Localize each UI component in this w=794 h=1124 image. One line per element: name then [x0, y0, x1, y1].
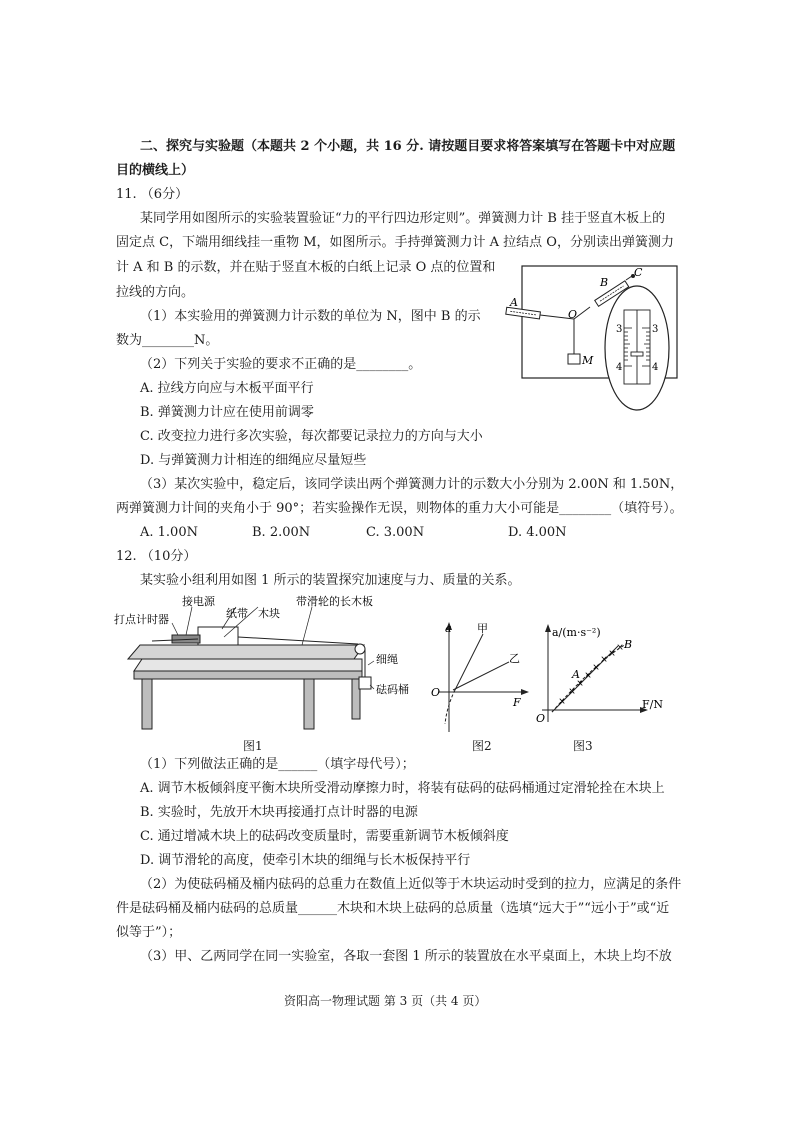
label-power: 接电源 — [182, 595, 215, 608]
q11-option-b: B. 弹簧测力计应在使用前调零 — [140, 405, 314, 420]
label-c: C — [634, 266, 643, 279]
svg-text:×: × — [568, 687, 576, 697]
label-m: M — [582, 354, 594, 367]
label-bucket: 砝码桶 — [376, 683, 409, 696]
label-timer: 打点计时器 — [114, 613, 169, 626]
pulley — [355, 644, 365, 654]
axis-label-f: F — [513, 696, 521, 709]
figure-2-graph — [425, 618, 535, 736]
label-o: O — [568, 308, 578, 321]
q12-para: 某实验小组利用如图 1 所示的装置探究加速度与力、质量的关系。 — [140, 573, 521, 588]
q11-para: 拉线的方向。 — [116, 285, 195, 300]
q11-para: 固定点 C，下端用细线挂一重物 M，如图所示。手持弹簧测力计 A 拉结点 O，分别读出弹簧测力 — [116, 235, 674, 250]
figure-1-apparatus — [112, 593, 412, 733]
weight-bucket — [359, 677, 371, 689]
page-footer: 资阳高一物理试题 第 3 页（共 4 页） — [284, 994, 487, 1008]
tick-label-3: 3 — [616, 324, 623, 335]
section-title-cont: 目的横线上） — [116, 163, 195, 178]
svg-text:×: × — [616, 643, 624, 653]
q11-para: 计 A 和 B 的示数，并在贴于竖直木板的白纸上记录 O 点的位置和 — [116, 260, 496, 275]
q12-sub1: （1）下列做法正确的是______（填字母代号）； — [140, 757, 415, 772]
label-a: A — [510, 296, 518, 309]
origin-label: O — [536, 712, 546, 725]
tick-label-4: 4 — [616, 362, 623, 373]
q11-option-a: A. 拉线方向应与木板平面平行 — [140, 381, 314, 396]
q11-choice-d: D. 4.00N — [508, 525, 567, 540]
svg-text:×: × — [608, 649, 616, 659]
q11-choice-a: A. 1.00N — [140, 525, 198, 540]
svg-text:×: × — [584, 671, 592, 681]
origin-label: O — [431, 686, 441, 699]
q12-heading: 12. （10分） — [116, 549, 197, 564]
long-board — [128, 645, 364, 659]
label-a: A — [572, 668, 580, 681]
q11-heading: 11. （6分） — [116, 187, 189, 202]
q11-sub3-cont: 两弹簧测力计间的夹角小于 90°；若实验操作无误，则物体的重力大小可能是________（填符号）。 — [116, 501, 683, 516]
line-yi — [453, 662, 509, 690]
figure-2-caption: 图2 — [472, 739, 492, 753]
q11-sub1: （1）本实验用的弹簧测力计示数的单位为 N，图中 B 的示 — [140, 309, 481, 324]
q11-figure — [502, 262, 682, 412]
q11-sub2: （2）下列关于实验的要求不正确的是________。 — [140, 357, 422, 372]
q11-sub3: （3）某次实验中，稳定后，该同学读出两个弹簧测力计的示数大小分别为 2.00N 和 1.50N， — [140, 477, 684, 492]
q12-option-a: A. 调节木板倾斜度平衡木块所受滑动摩擦力时，将装有砝码的砝码桶通过定滑轮拴在木块上 — [140, 781, 665, 796]
svg-text:×: × — [576, 679, 584, 689]
label-rope: 细绳 — [376, 653, 398, 666]
q12-option-c: C. 通过增减木块上的砝码改变质量时，需要重新调节木板倾斜度 — [140, 829, 509, 844]
q11-choice-c: C. 3.00N — [366, 525, 425, 540]
tick-label-4-right: 4 — [652, 362, 659, 373]
q11-para: 某同学用如图所示的实验装置验证“力的平行四边形定则”。弹簧测力计 B 挂于竖直木板上的 — [140, 211, 666, 226]
q11-option-c: C. 改变拉力进行多次实验，每次都要记录拉力的方向与大小 — [140, 429, 483, 444]
label-board: 带滑轮的长木板 — [296, 595, 373, 608]
scale-pointer — [631, 352, 643, 356]
table-leg — [304, 679, 314, 729]
section-title: 二、探究与实验题（本题共 2 个小题，共 16 分. 请按题目要求将答案填写在答题卡中对应题 — [140, 139, 676, 154]
svg-text:×: × — [558, 697, 566, 707]
spring-scale-a — [506, 307, 541, 319]
label-block: 木块 — [258, 607, 280, 620]
q11-sub1-cont: 数为________N。 — [116, 333, 219, 348]
label-tape: 纸带 — [226, 607, 248, 620]
q12-option-b: B. 实验时，先放开木块再接通打点计时器的电源 — [140, 805, 418, 820]
figure-3-graph — [534, 618, 674, 736]
q12-sub3: （3）甲、乙两同学在同一实验室，各取一套图 1 所示的装置放在水平桌面上，木块上均不放 — [140, 949, 672, 964]
q12-option-d: D. 调节滑轮的高度，使牵引木块的细绳与长木板保持平行 — [140, 853, 471, 868]
q11-choice-b: B. 2.00N — [252, 525, 311, 540]
tick-label-3-right: 3 — [652, 324, 659, 335]
data-points — [558, 643, 624, 707]
table-top — [134, 659, 362, 671]
q12-sub2-cont: 似等于”）； — [116, 925, 182, 940]
figure-1-caption: 图1 — [243, 739, 263, 753]
axis-label-y: a/(m·s⁻²) — [552, 626, 601, 639]
q12-sub2: （2）为使砝码桶及桶内砝码的总重力在数值上近似等于木块运动时受到的拉力，应满足的条件 — [140, 877, 682, 892]
q12-sub2-cont: 件是砝码桶及桶内砝码的总质量______木块和木块上砝码的总质量（选填“远大于”“远小于”或“近 — [116, 901, 670, 916]
axis-label-x: F/N — [642, 698, 663, 711]
table-leg — [142, 679, 152, 729]
axis-label-a: a — [445, 622, 452, 635]
label-yi: 乙 — [509, 652, 520, 665]
q11-option-d: D. 与弹簧测力计相连的细绳应尽量短些 — [140, 453, 367, 468]
svg-text:×: × — [600, 655, 608, 665]
weight-m — [568, 354, 580, 364]
line-extension — [445, 690, 455, 724]
label-jia: 甲 — [477, 622, 488, 635]
label-b: B — [624, 638, 633, 651]
label-b: B — [600, 276, 609, 289]
figure-3-caption: 图3 — [573, 739, 593, 753]
svg-text:×: × — [592, 663, 600, 673]
